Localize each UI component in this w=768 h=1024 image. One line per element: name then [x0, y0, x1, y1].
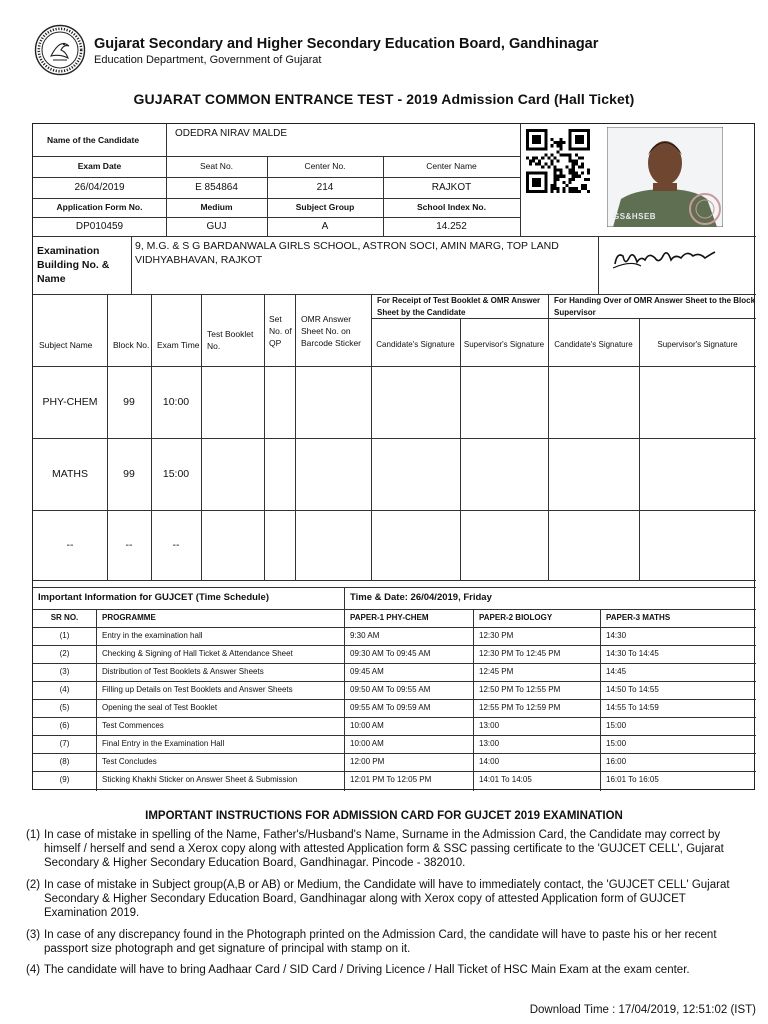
- subject-row-3-block: --: [125, 538, 133, 551]
- schedule-col-sr: SR NO.: [50, 613, 79, 623]
- schedule-col-paper1: PAPER-1 PHY-CHEM: [350, 613, 429, 623]
- schedule-row-4-paper1: 09:50 AM To 09:55 AM: [350, 685, 431, 695]
- center-name-value: RAJKOT: [431, 181, 472, 193]
- schedule-row-5-sr: (5): [59, 703, 70, 713]
- schedule-row-5-paper2: 12:55 PM To 12:59 PM: [479, 703, 561, 713]
- medium-value: GUJ: [206, 220, 227, 232]
- application-form-value: DP010459: [75, 220, 124, 232]
- schedule-row-5-paper1: 09:55 AM To 09:59 AM: [350, 703, 431, 713]
- download-time: Download Time : 17/04/2019, 12:51:02 (IST): [529, 1004, 756, 1016]
- exam-date-label: Exam Date: [77, 161, 122, 172]
- instructions-title: IMPORTANT INSTRUCTIONS FOR ADMISSION CARD FOR GUJCET 2019 EXAMINATION: [145, 810, 623, 822]
- instruction-item-2: [26, 878, 746, 920]
- candidate-name-label: Name of the Candidate: [47, 134, 140, 145]
- schedule-col-paper2: PAPER-2 BIOLOGY: [479, 613, 553, 623]
- schedule-row-8-sr: (8): [59, 757, 70, 767]
- schedule-row-3-paper3: 14:45: [606, 667, 627, 677]
- subject-row-2-time: 15:00: [162, 467, 190, 480]
- org-subtitle: Education Department, Government of Gujarat: [94, 54, 322, 66]
- schedule-row-2-paper2: 12:30 PM To 12:45 PM: [479, 649, 561, 659]
- schedule-row-4-sr: (4): [59, 685, 70, 695]
- col-set-no: Set No. of QP: [269, 314, 292, 348]
- subject-row-3-name: --: [66, 538, 74, 551]
- schedule-row-1-programme: Entry in the examination hall: [102, 631, 203, 641]
- subject-group-label: Subject Group: [295, 202, 355, 213]
- org-name: Gujarat Secondary and Higher Secondary Education Board, Gandhinagar: [94, 36, 599, 52]
- center-no-value: 214: [316, 181, 334, 193]
- center-no-label: Center No.: [304, 161, 346, 172]
- schedule-row-8-programme: Test Concludes: [102, 757, 157, 767]
- schedule-row-3-paper2: 12:45 PM: [479, 667, 514, 677]
- subject-group-value: A: [321, 220, 329, 232]
- subject-row-2-name: MATHS: [52, 467, 88, 480]
- candidate-name-value: ODEDRA NIRAV MALDE: [175, 128, 288, 139]
- instruction-num: (1): [26, 829, 41, 841]
- schedule-row-7-sr: (7): [59, 739, 70, 749]
- schedule-row-7-programme: Final Entry in the Examination Hall: [102, 739, 225, 749]
- instruction-num: (2): [26, 879, 41, 891]
- qr-code-icon: [526, 129, 590, 193]
- instruction-text: In case of mistake in spelling of the Name, Father's/Husband's Name, Surname in the Admission Card, the Candidate may correct by himself / herself and send a Xerox copy along with attested Application form & SSC passing certificate to the 'GUJCET CELL', Gujarat Secondary & Higher Secondary Education Board, Gandhinagar. Pincode - 382010.: [44, 829, 724, 869]
- col-block-no: Block No.: [113, 340, 150, 350]
- schedule-row-9-programme: Sticking Khakhi Sticker on Answer Sheet & Submission: [102, 775, 298, 785]
- col-supervisor-sig-1: Supervisor's Signature: [463, 340, 545, 349]
- schedule-row-5-programme: Opening the seal of Test Booklet: [102, 703, 218, 713]
- schedule-row-7-paper1: 10:00 AM: [350, 739, 384, 749]
- col-candidate-sig-1: Candidate's Signature: [376, 340, 455, 349]
- medium-label: Medium: [200, 202, 233, 213]
- schedule-row-3-programme: Distribution of Test Booklets & Answer Sheets: [102, 667, 264, 677]
- schedule-row-7-paper3: 15:00: [606, 739, 627, 749]
- schedule-row-5-paper3: 14:55 To 14:59: [606, 703, 659, 713]
- schedule-row-9-sr: (9): [59, 775, 70, 785]
- seat-no-value: E 854864: [195, 181, 238, 193]
- schedule-row-8-paper2: 14:00: [479, 757, 500, 767]
- candidate-photo: [607, 127, 723, 227]
- schedule-title: Important Information for GUJCET (Time Schedule): [38, 592, 270, 604]
- school-index-label: School Index No.: [417, 202, 486, 213]
- exam-date-value: 26/04/2019: [74, 181, 125, 193]
- schedule-row-8-paper3: 16:00: [606, 757, 627, 767]
- schedule-row-4-paper2: 12:50 PM To 12:55 PM: [479, 685, 561, 695]
- schedule-row-2-paper1: 09:30 AM To 09:45 AM: [350, 649, 431, 659]
- exam-building-label: Examination Building No. & Name: [37, 245, 110, 285]
- schedule-row-6-paper2: 13:00: [479, 721, 500, 731]
- subject-row-1-block: 99: [123, 395, 135, 408]
- document-title: GUJARAT COMMON ENTRANCE TEST - 2019 Admission Card (Hall Ticket): [133, 91, 635, 107]
- schedule-row-1-paper3: 14:30: [606, 631, 627, 641]
- col-handover-group: For Handing Over of OMR Answer Sheet to the Block Supervisor: [554, 296, 756, 317]
- signature-icon: [611, 242, 719, 274]
- instruction-item-1: [26, 828, 746, 870]
- schedule-col-paper3: PAPER-3 MATHS: [606, 613, 671, 623]
- schedule-row-1-sr: (1): [59, 631, 70, 641]
- col-subject-name: Subject Name: [39, 340, 93, 350]
- exam-building-value: 9, M.G. & S G BARDANWALA GIRLS SCHOOL, ASTRON SOCI, AMIN MARG, TOP LAND VIDHYABHAVAN, RAJKOT: [135, 240, 559, 266]
- seat-no-label: Seat No.: [199, 161, 234, 172]
- schedule-row-6-sr: (6): [59, 721, 70, 731]
- instruction-text: In case of any discrepancy found in the Photograph printed on the Admission Card, the candidate will have to paste his or her recent passport size photograph and get signature of principal with stamp on it.: [44, 929, 717, 955]
- schedule-row-6-paper3: 15:00: [606, 721, 627, 731]
- header: [34, 24, 734, 74]
- col-candidate-sig-2: Candidate's Signature: [554, 340, 633, 349]
- subject-row-1-time: 10:00: [162, 395, 190, 408]
- schedule-row-1-paper1: 9:30 AM: [350, 631, 380, 641]
- instruction-text: In case of mistake in Subject group(A,B or AB) or Medium, the Candidate will have to immediately contact, the 'GUJCET CELL' Gujarat Secondary & Higher Secondary Education Board, Gandhinagar along with Xerox copy of attested Application form of GUJCET Examination 2019.: [44, 879, 730, 919]
- col-test-booklet: Test Booklet No.: [207, 329, 254, 351]
- schedule-row-6-paper1: 10:00 AM: [350, 721, 384, 731]
- col-supervisor-sig-2: Supervisor's Signature: [657, 340, 738, 349]
- center-name-label: Center Name: [426, 161, 477, 172]
- subject-row-2-block: 99: [123, 467, 135, 480]
- schedule-row-3-paper1: 09:45 AM: [350, 667, 384, 677]
- instruction-num: (3): [26, 929, 41, 941]
- schedule-row-9-paper3: 16:01 To 16:05: [606, 775, 659, 785]
- instruction-num: (4): [26, 964, 41, 976]
- schedule-row-2-sr: (2): [59, 649, 70, 659]
- schedule-row-8-paper1: 12:00 PM: [350, 757, 385, 767]
- schedule-row-1-paper2: 12:30 PM: [479, 631, 514, 641]
- instruction-text: The candidate will have to bring Aadhaar Card / SID Card / Driving Licence / Hall Ticket of HSC Main Exam at the exam center.: [44, 964, 690, 976]
- schedule-row-9-paper2: 14:01 To 14:05: [479, 775, 532, 785]
- schedule-row-2-paper3: 14:30 To 14:45: [606, 649, 659, 659]
- schedule-row-7-paper2: 13:00: [479, 739, 500, 749]
- instruction-item-4: [26, 963, 746, 977]
- col-exam-time: Exam Time: [157, 340, 200, 350]
- instruction-item-3: [26, 928, 746, 956]
- school-index-value: 14.252: [436, 220, 467, 232]
- col-omr-sheet: OMR Answer Sheet No. on Barcode Sticker: [301, 314, 361, 348]
- schedule-row-4-paper3: 14:50 To 14:55: [606, 685, 659, 695]
- schedule-col-programme: PROGRAMME: [102, 613, 156, 623]
- schedule-row-9-paper1: 12:01 PM To 12:05 PM: [350, 775, 432, 785]
- schedule-row-3-sr: (3): [59, 667, 70, 677]
- schedule-row-4-programme: Filling up Details on Test Booklets and Answer Sheets: [102, 685, 293, 695]
- photo-watermark: GS&HSEB: [613, 212, 657, 221]
- schedule-row-2-programme: Checking & Signing of Hall Ticket & Attendance Sheet: [102, 649, 293, 659]
- subject-row-3-time: --: [172, 538, 180, 551]
- subject-row-1-name: PHY-CHEM: [42, 395, 98, 408]
- board-emblem-icon: [34, 24, 86, 76]
- schedule-date: Time & Date: 26/04/2019, Friday: [350, 592, 492, 604]
- admission-card: [32, 123, 755, 790]
- col-receipt-group: For Receipt of Test Booklet & OMR Answer Sheet by the Candidate: [377, 296, 541, 317]
- application-form-label: Application Form No.: [56, 202, 143, 213]
- schedule-row-6-programme: Test Commences: [102, 721, 164, 731]
